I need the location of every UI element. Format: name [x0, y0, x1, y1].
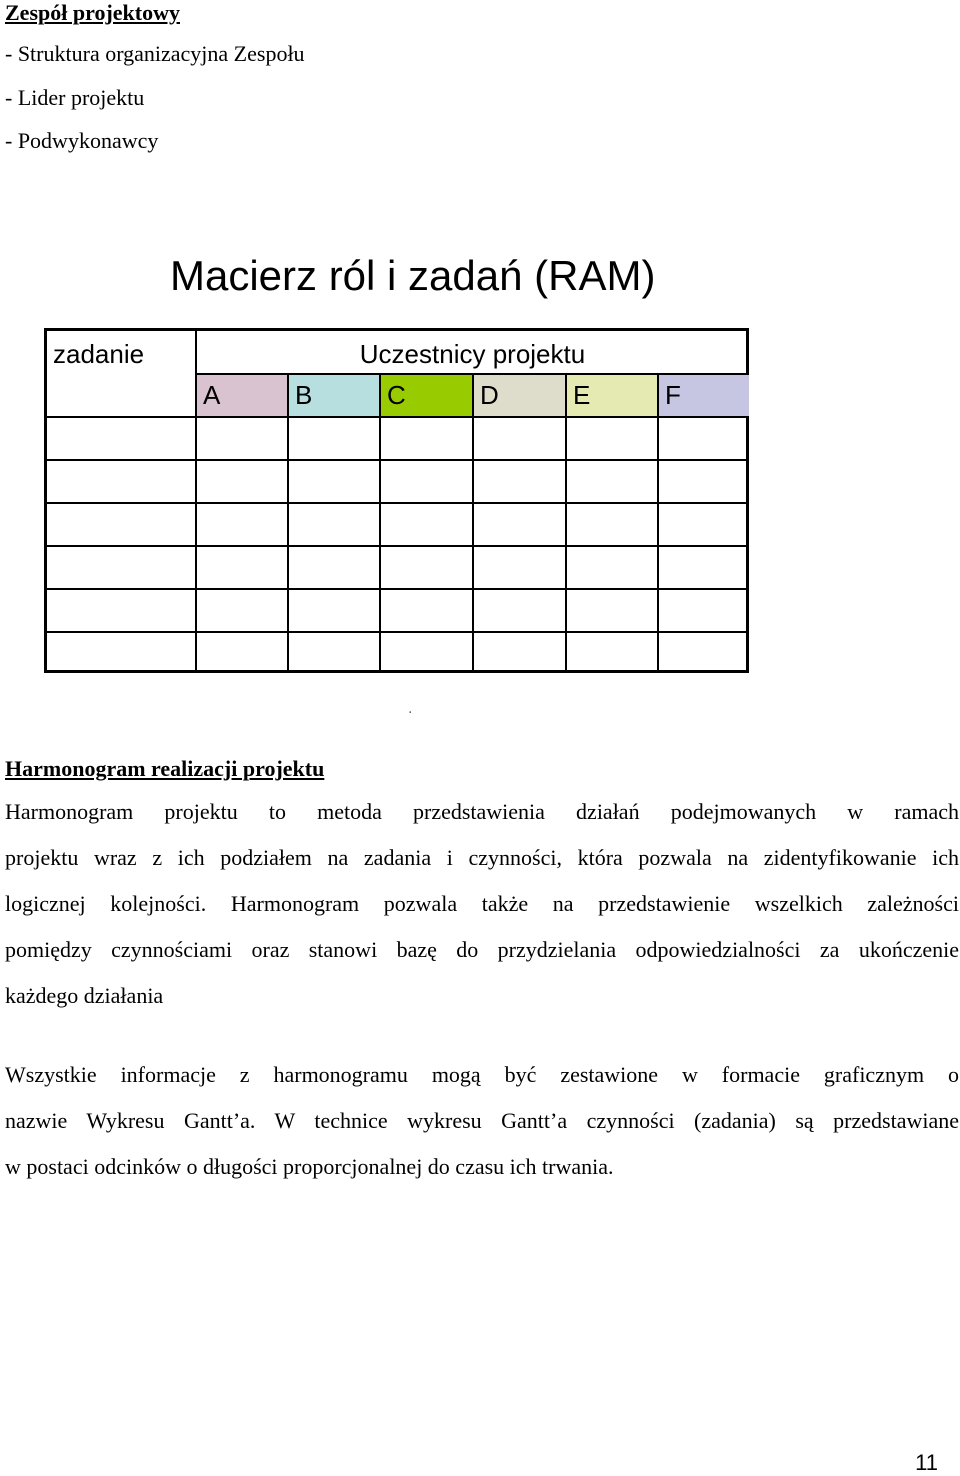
assignment-cell — [379, 459, 472, 502]
assignment-cell — [379, 502, 472, 545]
task-cell — [47, 502, 195, 545]
assignment-cell — [287, 416, 379, 459]
assignment-cell — [195, 588, 287, 631]
assignment-cell — [472, 502, 565, 545]
paragraph-line: Wszystkie informacje z harmonogramu mogą być zestawione w formacie graficznym o — [5, 1062, 959, 1087]
paragraph-line: nazwie Wykresu Gantt’a. W technice wykresu Gantt’a czynności (zadania) są przedstawiane — [5, 1108, 959, 1133]
assignment-cell — [195, 416, 287, 459]
assignment-cell — [657, 459, 749, 502]
participant-column-b: B — [289, 375, 379, 416]
assignment-cell — [287, 502, 379, 545]
stray-mark: . — [408, 700, 413, 717]
participant-column-e: E — [567, 375, 657, 416]
assignment-cell — [657, 588, 749, 631]
assignment-cell — [472, 416, 565, 459]
ram-matrix-table — [44, 328, 749, 673]
participant-column-f: F — [659, 375, 749, 416]
section-heading-schedule: Harmonogram realizacji projektu — [5, 756, 325, 781]
paragraph-line: w postaci odcinków o długości proporcjonalnej do czasu ich trwania. — [5, 1154, 614, 1179]
task-cell — [47, 459, 195, 502]
assignment-cell — [379, 545, 472, 588]
list-item: - Podwykonawcy — [5, 128, 159, 153]
paragraph-line: Harmonogram projektu to metoda przedstawienia działań podejmowanych w ramach — [5, 799, 959, 824]
paragraph-line: projektu wraz z ich podziałem na zadania i czynności, która pozwala na zidentyfikowanie ich — [5, 845, 959, 870]
paragraph-schedule-definition — [5, 789, 959, 1019]
assignment-cell — [195, 631, 287, 673]
assignment-cell — [565, 545, 657, 588]
assignment-cell — [472, 459, 565, 502]
assignment-cell — [657, 631, 749, 673]
assignment-cell — [195, 502, 287, 545]
list-item: - Struktura organizacyjna Zespołu — [5, 41, 305, 66]
assignment-cell — [287, 588, 379, 631]
assignment-cell — [657, 416, 749, 459]
assignment-cell — [195, 545, 287, 588]
participant-column-c: C — [381, 375, 472, 416]
assignment-cell — [287, 459, 379, 502]
participant-column-d: D — [474, 375, 565, 416]
assignment-cell — [195, 459, 287, 502]
paragraph-gantt — [5, 1052, 959, 1190]
assignment-cell — [472, 631, 565, 673]
list-item: - Lider projektu — [5, 85, 145, 110]
paragraph-line: pomiędzy czynnościami oraz stanowi bazę do przydzielania odpowiedzialności za ukończenie — [5, 937, 959, 962]
ram-title: Macierz ról i zadań (RAM) — [170, 252, 656, 299]
page-number: 11 — [915, 1450, 938, 1475]
assignment-cell — [565, 459, 657, 502]
task-cell — [47, 416, 195, 459]
task-column-header: zadanie — [53, 339, 145, 369]
participant-column-a: A — [197, 375, 287, 416]
assignment-cell — [379, 631, 472, 673]
section-heading-team: Zespół projektowy — [5, 0, 180, 25]
paragraph-line: logicznej kolejności. Harmonogram pozwala także na przedstawienie wszelkich zależności — [5, 891, 959, 916]
assignment-cell — [565, 502, 657, 545]
assignment-cell — [379, 416, 472, 459]
assignment-cell — [565, 416, 657, 459]
assignment-cell — [565, 631, 657, 673]
task-cell — [47, 588, 195, 631]
task-cell — [47, 631, 195, 673]
assignment-cell — [472, 588, 565, 631]
assignment-cell — [565, 588, 657, 631]
participants-header: Uczestnicy projektu — [359, 339, 586, 369]
assignment-cell — [472, 545, 565, 588]
assignment-cell — [379, 588, 472, 631]
assignment-cell — [287, 631, 379, 673]
assignment-cell — [657, 502, 749, 545]
assignment-cell — [287, 545, 379, 588]
paragraph-line: każdego działania — [5, 983, 164, 1008]
assignment-cell — [657, 545, 749, 588]
task-cell — [47, 545, 195, 588]
